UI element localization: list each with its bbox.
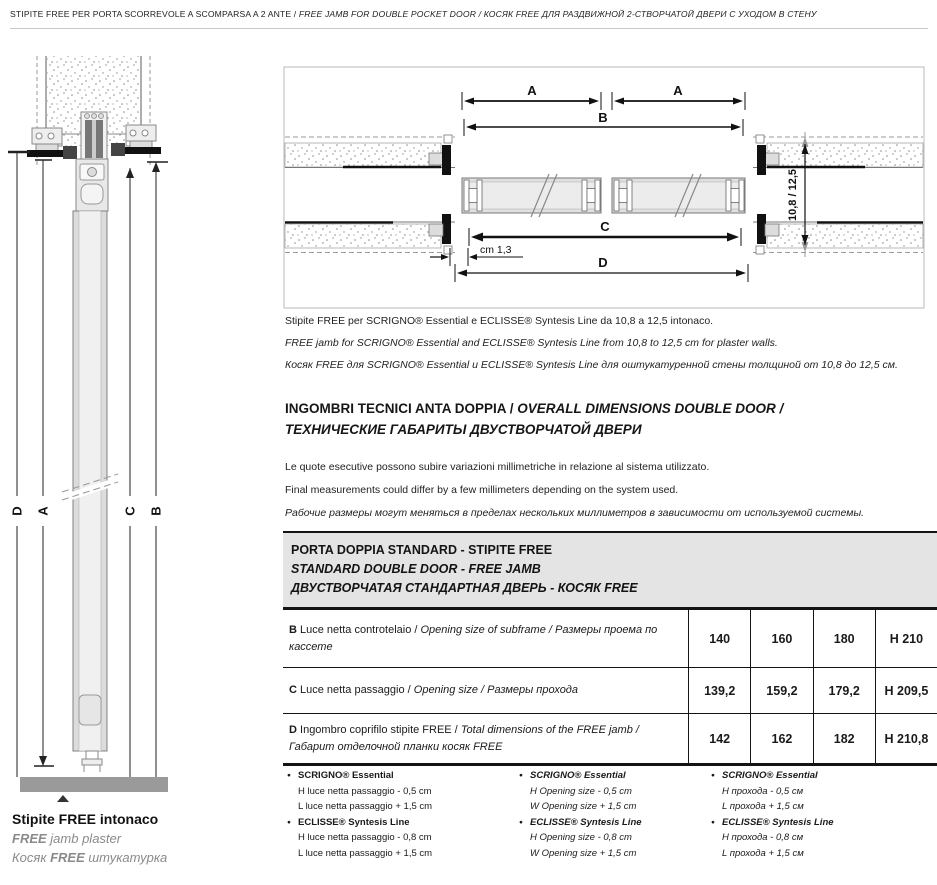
table-value: 140 [688,610,750,667]
table-row [283,714,937,766]
table-value: 179,2 [813,668,875,713]
row-desc-italian: Luce netta passaggio / [300,684,414,696]
dim-label-D: D [9,506,25,516]
table-value: 142 [688,714,750,763]
table-row [283,668,937,714]
row-description [283,610,688,667]
section-title-italian: INGOMBRI TECNICI ANTA DOPPIA / [285,401,518,416]
brand-name: ● SCRIGNO® Essential [521,768,749,784]
caption-ru-3: штукатурка [84,850,168,865]
dim-label-A2: A [673,83,683,98]
table-value: 139,2 [688,668,750,713]
row-desc-english: Total dimensions of the FREE jamb / [460,723,639,736]
vertical-section-drawing [0,50,270,798]
note-italian: Le quote esecutive possono subire variazioni millimetriche in relazione al sistema utilizzato. [285,461,710,473]
door-top-channel [76,159,108,211]
door-panel-left [462,174,601,217]
table-value: H 210,8 [875,714,937,763]
dimensions-table [283,531,937,766]
brand-name: ● SCRIGNO® Essential [289,768,517,784]
intro-english: FREE jamb for SCRIGNO® Essential and ECLISSE® Syntesis Line from 10,8 to 12,5 cm for plaster walls. [285,337,778,349]
brand-list-italian [289,768,517,861]
note-english: Final measurements could differ by a few millimeters depending on the system used. [285,484,679,496]
table-title-english: STANDARD DOUBLE DOOR - FREE JAMB [291,562,541,576]
dim-label-C: C [122,506,138,516]
floor-bar [20,777,168,792]
table-title-italian: PORTA DOPPIA STANDARD - STIPITE FREE [291,543,553,557]
section-title [285,398,935,440]
dim-label-wall-thickness: 10,8 / 12,5 [787,169,799,221]
table-value: 160 [750,610,812,667]
brand-name: ● ECLISSE® Syntesis Line [521,815,749,831]
table-title-russian: ДВУСТВОРЧАТАЯ СТАНДАРТНАЯ ДВЕРЬ - КОСЯК FREE [291,581,638,595]
caption-ru-1: Косяк [12,850,51,865]
dimension-A-vertical [34,160,54,766]
row-description [283,668,688,713]
plan-view-drawing [283,55,937,310]
brand-name: ● SCRIGNO® Essential [713,768,937,784]
section-title-russian: ТЕХНИЧЕСКИЕ ГАБАРИТЫ ДВУСТВОРЧАТОЙ ДВЕРИ [285,422,642,437]
dim-label-D: D [598,255,608,270]
dimension-D-vertical [8,152,30,777]
row-letter: B [289,623,297,636]
brand-note: L прохода + 1,5 см [722,801,804,812]
table-value: 182 [813,714,875,763]
dim-label-C: C [600,219,610,234]
header-russian: КОСЯК FREE ДЛЯ РАЗДВИЖНОЙ 2-СТВОРЧАТОЙ ДВЕРИ С УХОДОМ В СТЕНУ [483,9,817,19]
caption-en-2: jamb plaster [46,831,122,846]
dimension-A-left [462,83,601,110]
free-jamb-top-right [756,135,779,175]
table-row [283,610,937,668]
caption-it-3: intonaco [96,811,159,827]
row-desc-english: Opening size / [413,684,488,696]
brand-list-russian [713,768,937,861]
dim-label-B: B [148,506,164,516]
dimension-D [455,255,748,282]
brand-note: H Opening size - 0,8 cm [530,832,632,843]
brand-note: L прохода + 1,5 см [722,847,804,859]
header-divider [10,28,928,29]
brand-note: H прохода - 0,5 см [722,785,804,797]
dim-label-B: B [598,110,608,125]
section-title-english: OVERALL DIMENSIONS DOUBLE DOOR / [517,401,784,416]
table-value: H 209,5 [875,668,937,713]
row-description [283,714,688,763]
door-panel-right [612,174,745,217]
page-header [10,9,930,19]
row-desc-italian: Ingombro coprifilo stipite FREE / [300,723,461,736]
row-letter: C [289,684,297,696]
brand-note: H luce netta passaggio - 0,8 cm [298,832,432,843]
brand-name: ● ECLISSE® Syntesis Line [289,815,517,831]
dimension-C-vertical [123,168,138,777]
header-english: FREE JAMB FOR DOUBLE POCKET DOOR / [298,9,484,19]
dim-label-A: A [35,506,51,516]
table-value: 159,2 [750,668,812,713]
row-desc-english: Opening size of subframe / [420,623,555,636]
brand-note: W Opening size + 1,5 cm [530,801,637,812]
caption-english [12,831,121,846]
dim-label-cm13: cm 1,3 [480,244,512,256]
caption-it-1: Stipite [12,811,59,827]
drawing-frame [284,67,924,308]
marker-triangle-icon [57,795,69,802]
brand-note: W Opening size + 1,5 cm [530,847,637,859]
caption-ru-2: FREE [50,850,85,865]
brand-note: H Opening size - 0,5 cm [530,785,632,797]
brand-note: H прохода - 0,8 см [722,832,804,843]
dimension-A-right [612,83,745,110]
brand-note: L luce netta passaggio + 1,5 cm [298,847,433,859]
brand-note: L luce netta passaggio + 1,5 cm [298,801,433,812]
dimension-B-vertical [147,162,168,777]
row-desc-russian: Размеры проема по кассете [289,623,658,653]
row-desc-russian: Размеры прохода [487,684,579,696]
intro-italian: Stipite FREE per SCRIGNO® Essential e ECLISSE® Syntesis Line da 10,8 a 12,5 intonaco. [285,315,714,327]
dim-label-A1: A [527,83,537,98]
row-desc-russian: Габарит отделочной планки косяк FREE [289,740,503,753]
dimension-B [464,110,743,136]
note-russian: Рабочие размеры могут меняться в пределах нескольких миллиметров в зависимости от используемой системы. [285,507,865,519]
caption-russian [12,850,167,865]
caption-italian [12,811,158,827]
table-value: H 210 [875,610,937,667]
table-value: 162 [750,714,812,763]
row-desc-italian: Luce netta controtelaio / [300,623,421,636]
caption-it-2: FREE [58,811,97,827]
door-panel-section [62,211,118,751]
caption-en-1: FREE [12,831,47,846]
intro-russian: Косяк FREE для SCRIGNO® Essential и ECLISSE® Syntesis Line для оштукатуренной стены толщиной от 10,8 до 12,5 см. [285,359,898,371]
table-title [283,531,937,610]
free-jamb-top-left [429,135,452,175]
brand-name: ● ECLISSE® Syntesis Line [713,815,937,831]
header-italian: STIPITE FREE PER PORTA SCORREVOLE A SCOMPARSA A 2 ANTE / [10,9,299,19]
table-value: 180 [813,610,875,667]
dimension-C [469,219,741,246]
brand-note: H luce netta passaggio - 0,5 cm [298,785,432,797]
row-letter: D [289,723,297,736]
